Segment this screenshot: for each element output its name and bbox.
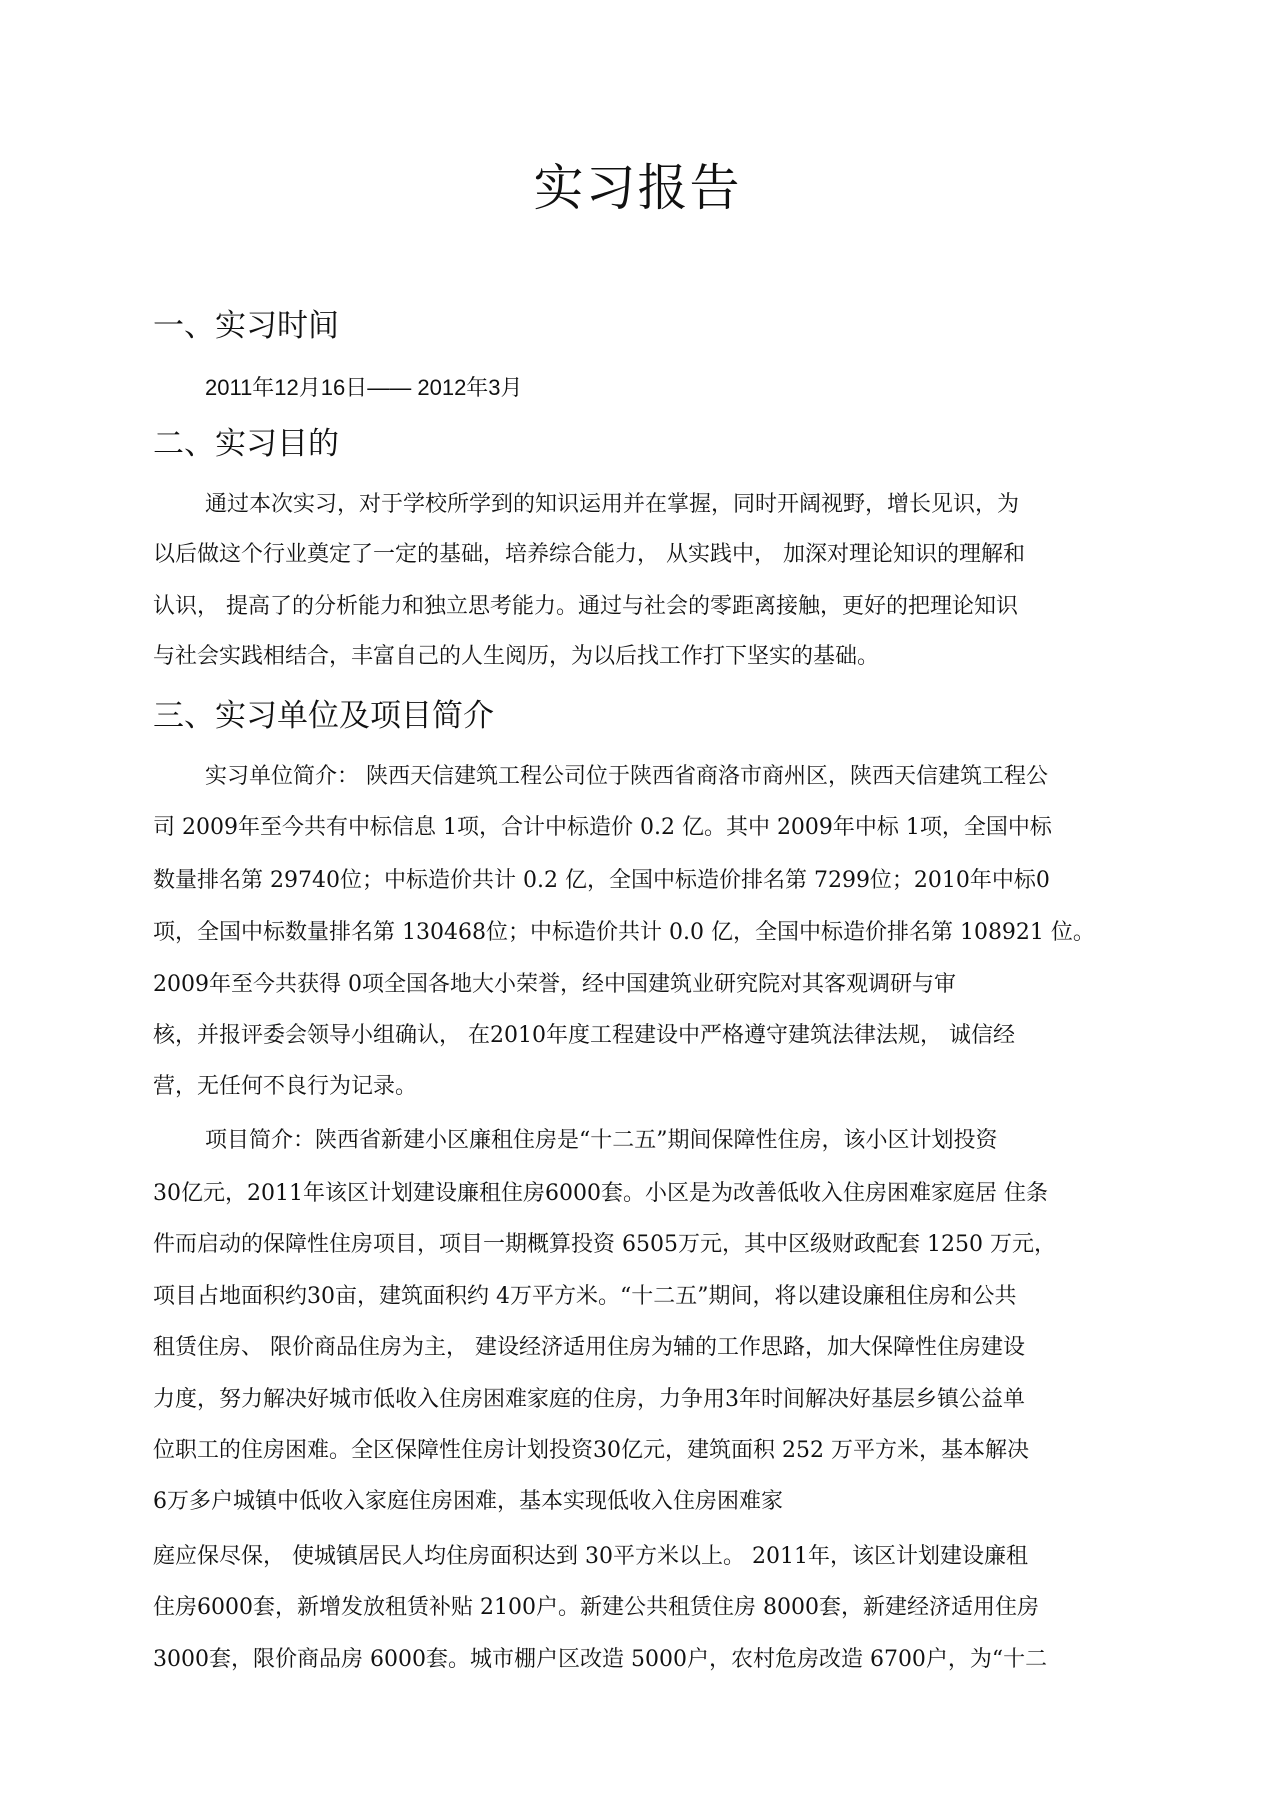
- paragraph-line: 件而启动的保障性住房项目，项目一期概算投资 6505万元，其中区级财政配套 1250 万元，: [153, 1232, 1056, 1257]
- paragraph-line: 营，无任何不良行为记录。: [153, 1074, 418, 1099]
- paragraph-line: 30亿元，2011年该区计划建设廉租住房6000套。小区是为改善低收入住房困难家庭居 住条: [153, 1181, 1048, 1206]
- paragraph-line: 司 2009年至今共有中标信息 1项，合计中标造价 0.2 亿。其中 2009年中标 1项，全国中标: [153, 815, 1052, 840]
- paragraph-line: 数量排名第 29740位；中标造价共计 0.2 亿，全国中标造价排名第 7299位；2010年中标0: [153, 868, 1050, 893]
- paragraph-line: 项目占地面积约30亩，建筑面积约 4万平方米。“十二五”期间，将以建设廉租住房和公共: [153, 1284, 1017, 1309]
- paragraph-line: 2009年至今共获得 0项全国各地大小荣誉，经中国建筑业研究院对其客观调研与审: [153, 972, 956, 997]
- paragraph-line: 租赁住房、 限价商品住房为主， 建设经济适用住房为辅的工作思路，加大保障性住房建设: [153, 1335, 1025, 1360]
- paragraph-line: 以后做这个行业奠定了一定的基础，培养综合能力， 从实践中， 加深对理论知识的理解和: [153, 542, 1025, 567]
- paragraph-line: 住房6000套，新增发放租赁补贴 2100户。新建公共租赁住房 8000套，新建经济适用住房: [153, 1595, 1039, 1620]
- paragraph-line: 与社会实践相结合，丰富自己的人生阅历，为以后找工作打下坚实的基础。: [153, 644, 880, 669]
- paragraph-line: 实习单位简介： 陕西天信建筑工程公司位于陕西省商洛市商州区，陕西天信建筑工程公: [205, 764, 1048, 789]
- section-heading-purpose: 二、实习目的: [153, 426, 339, 462]
- paragraph-line: 认识， 提高了的分析能力和独立思考能力。通过与社会的零距离接触，更好的把理论知识: [153, 594, 1018, 619]
- document-title: 实习报告: [533, 159, 742, 217]
- section-heading-unit: 三、实习单位及项目简介: [153, 698, 494, 734]
- paragraph-line: 位职工的住房困难。全区保障性住房计划投资30亿元，建筑面积 252 万平方米，基本解决: [153, 1438, 1029, 1463]
- paragraph-line: 6万多户城镇中低收入家庭住房困难，基本实现低收入住房困难家: [153, 1489, 783, 1514]
- paragraph-line: 力度，努力解决好城市低收入住房困难家庭的住房，力争用3年时间解决好基层乡镇公益单: [153, 1387, 1025, 1412]
- paragraph-line: 2011年12月16日—— 2012年3月: [205, 375, 523, 400]
- paragraph-line: 3000套，限价商品房 6000套。城市棚户区改造 5000户，农村危房改造 6700户，为“十二: [153, 1647, 1048, 1672]
- paragraph-line: 庭应保尽保， 使城镇居民人均住房面积达到 30平方米以上。 2011年，该区计划建设廉租: [153, 1544, 1028, 1569]
- paragraph-line: 通过本次实习，对于学校所学到的知识运用并在掌握，同时开阔视野，增长见识，为: [205, 492, 1020, 517]
- section-heading-time: 一、实习时间: [153, 308, 339, 344]
- paragraph-line: 核，并报评委会领导小组确认， 在2010年度工程建设中严格遵守建筑法律法规， 诚信经: [153, 1023, 1015, 1048]
- paragraph-line: 项，全国中标数量排名第 130468位；中标造价共计 0.0 亿，全国中标造价排名第 108921 位。: [153, 920, 1095, 945]
- paragraph-line: 项目简介：陕西省新建小区廉租住房是“十二五”期间保障性住房，该小区计划投资: [205, 1128, 998, 1153]
